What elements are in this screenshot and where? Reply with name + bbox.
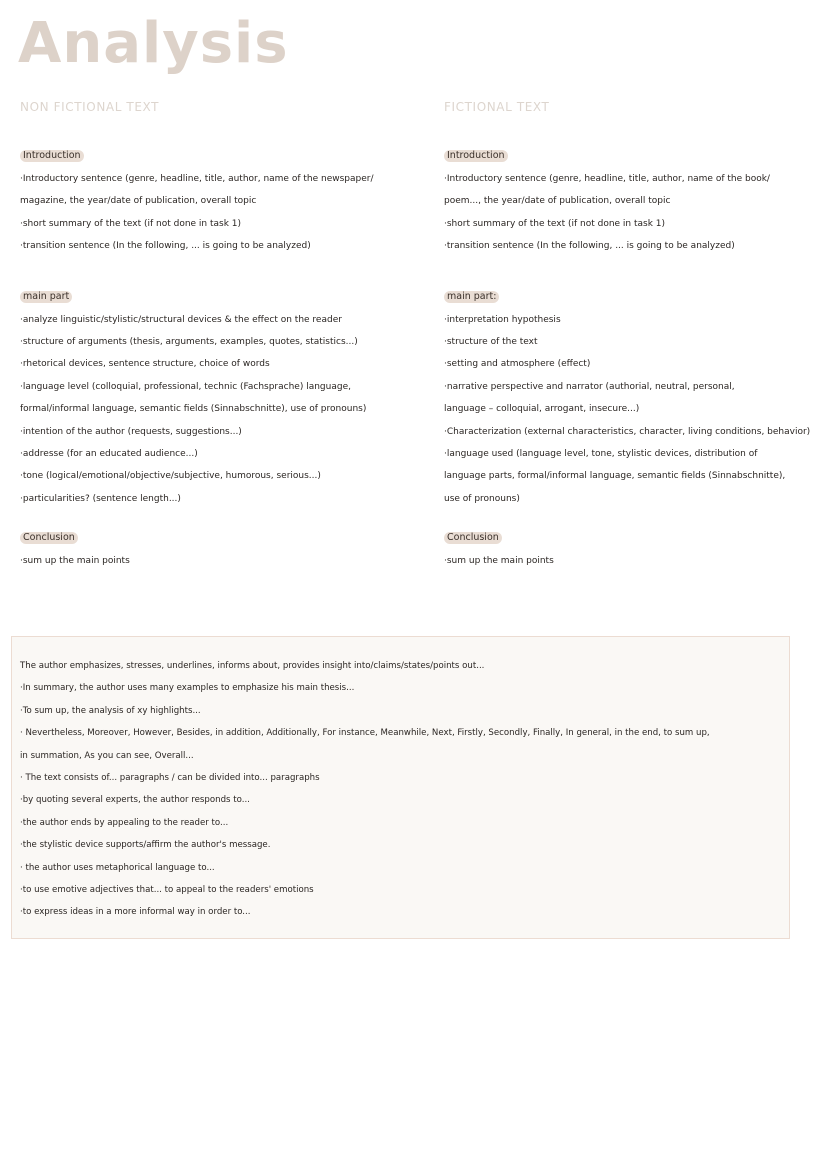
section-main-part	[444, 284, 824, 511]
list-item: ·setting and atmosphere (effect)	[444, 359, 591, 370]
list-item: ·sum up the main points	[20, 556, 130, 567]
phrases-box	[11, 636, 790, 939]
list-item: ·intention of the author (requests, suggestions...)	[20, 426, 242, 437]
section-label: Conclusion	[20, 532, 78, 544]
list-item: ·language used (language level, tone, stylistic devices, distribution of	[444, 448, 758, 459]
list-item: ·Characterization (external characteristics, character, living conditions, behavior)	[444, 426, 811, 437]
section-label: Introduction	[444, 150, 508, 162]
phrase-item: in summation, As you can see, Overall...	[20, 750, 194, 761]
list-item: ·transition sentence (In the following, ... is going to be analyzed)	[444, 241, 735, 252]
phrase-item: ·In summary, the author uses many examples to emphasize his main thesis...	[20, 683, 355, 694]
list-item: ·short summary of the text (if not done in task 1)	[20, 218, 242, 229]
list-item: ·transition sentence (In the following, ... is going to be analyzed)	[20, 241, 311, 252]
list-item: ·narrative perspective and narrator (authorial, neutral, personal,	[444, 381, 735, 392]
phrase-item: ·to use emotive adjectives that... to appeal to the readers' emotions	[20, 884, 314, 895]
phrase-item: ·the stylistic device supports/affirm the author's message.	[20, 840, 271, 851]
list-item: poem..., the year/date of publication, overall topic	[444, 196, 671, 207]
section-label: Conclusion	[444, 532, 502, 544]
list-item: ·tone (logical/emotional/objective/subjective, humorous, serious...)	[20, 471, 321, 482]
phrase-item: ·to express ideas in a more informal way in order to...	[20, 907, 251, 918]
phrase-item: ·by quoting several experts, the author responds to...	[20, 795, 250, 806]
section-main-part	[20, 284, 400, 511]
column-heading: FICTIONAL TEXT	[444, 100, 550, 114]
list-item: ·sum up the main points	[444, 556, 554, 567]
list-item: formal/informal language, semantic fields (Sinnabschnitte), use of pronouns)	[20, 404, 367, 415]
section-label: Introduction	[20, 150, 84, 162]
list-item: ·structure of arguments (thesis, arguments, examples, quotes, statistics...)	[20, 336, 358, 347]
phrase-item: The author emphasizes, stresses, underlines, informs about, provides insight into/claims/states/points out...	[20, 661, 485, 671]
list-item: ·language level (colloquial, professional, technic (Fachsprache) language,	[20, 381, 351, 392]
phrase-item: ·To sum up, the analysis of xy highlights...	[20, 705, 201, 716]
list-item: ·Introductory sentence (genre, headline, title, author, name of the book/	[444, 174, 770, 184]
list-item: ·structure of the text	[444, 336, 538, 347]
list-item: magazine, the year/date of publication, overall topic	[20, 196, 257, 207]
list-item: ·short summary of the text (if not done in task 1)	[444, 218, 666, 229]
list-item: ·Introductory sentence (genre, headline, title, author, name of the newspaper/	[20, 174, 374, 184]
section-label: main part	[20, 291, 72, 303]
section-conclusion	[20, 525, 400, 572]
list-item: language parts, formal/informal language, semantic fields (Sinnabschnitte),	[444, 471, 786, 482]
list-item: ·rhetorical devices, sentence structure, choice of words	[20, 359, 270, 370]
page-title: Analysis	[18, 11, 289, 76]
phrase-item: · The text consists of... paragraphs / can be divided into... paragraphs	[20, 772, 320, 783]
phrase-item: ·the author ends by appealing to the reader to...	[20, 817, 229, 828]
column-heading: NON FICTIONAL TEXT	[20, 100, 160, 114]
column-fictional	[444, 98, 824, 572]
column-non-fictional	[20, 98, 400, 572]
phrase-item: · the author uses metaphorical language to...	[20, 862, 215, 873]
list-item: ·interpretation hypothesis	[444, 314, 561, 325]
section-introduction	[444, 143, 824, 258]
section-introduction	[20, 143, 400, 258]
list-item: ·addresse (for an educated audience...)	[20, 448, 198, 459]
list-item: use of pronouns)	[444, 493, 520, 504]
section-conclusion	[444, 525, 824, 572]
list-item: ·particularities? (sentence length...)	[20, 493, 181, 504]
list-item: language – colloquial, arrogant, insecure...)	[444, 404, 640, 415]
section-label: main part:	[444, 291, 499, 303]
phrase-item: · Nevertheless, Moreover, However, Besides, in addition, Additionally, For instance, Meanwhile, Next, Firstly, Secondly, Finally, In general, in the end, to sum up,	[20, 728, 710, 739]
list-item: ·analyze linguistic/stylistic/structural devices & the effect on the reader	[20, 314, 342, 325]
